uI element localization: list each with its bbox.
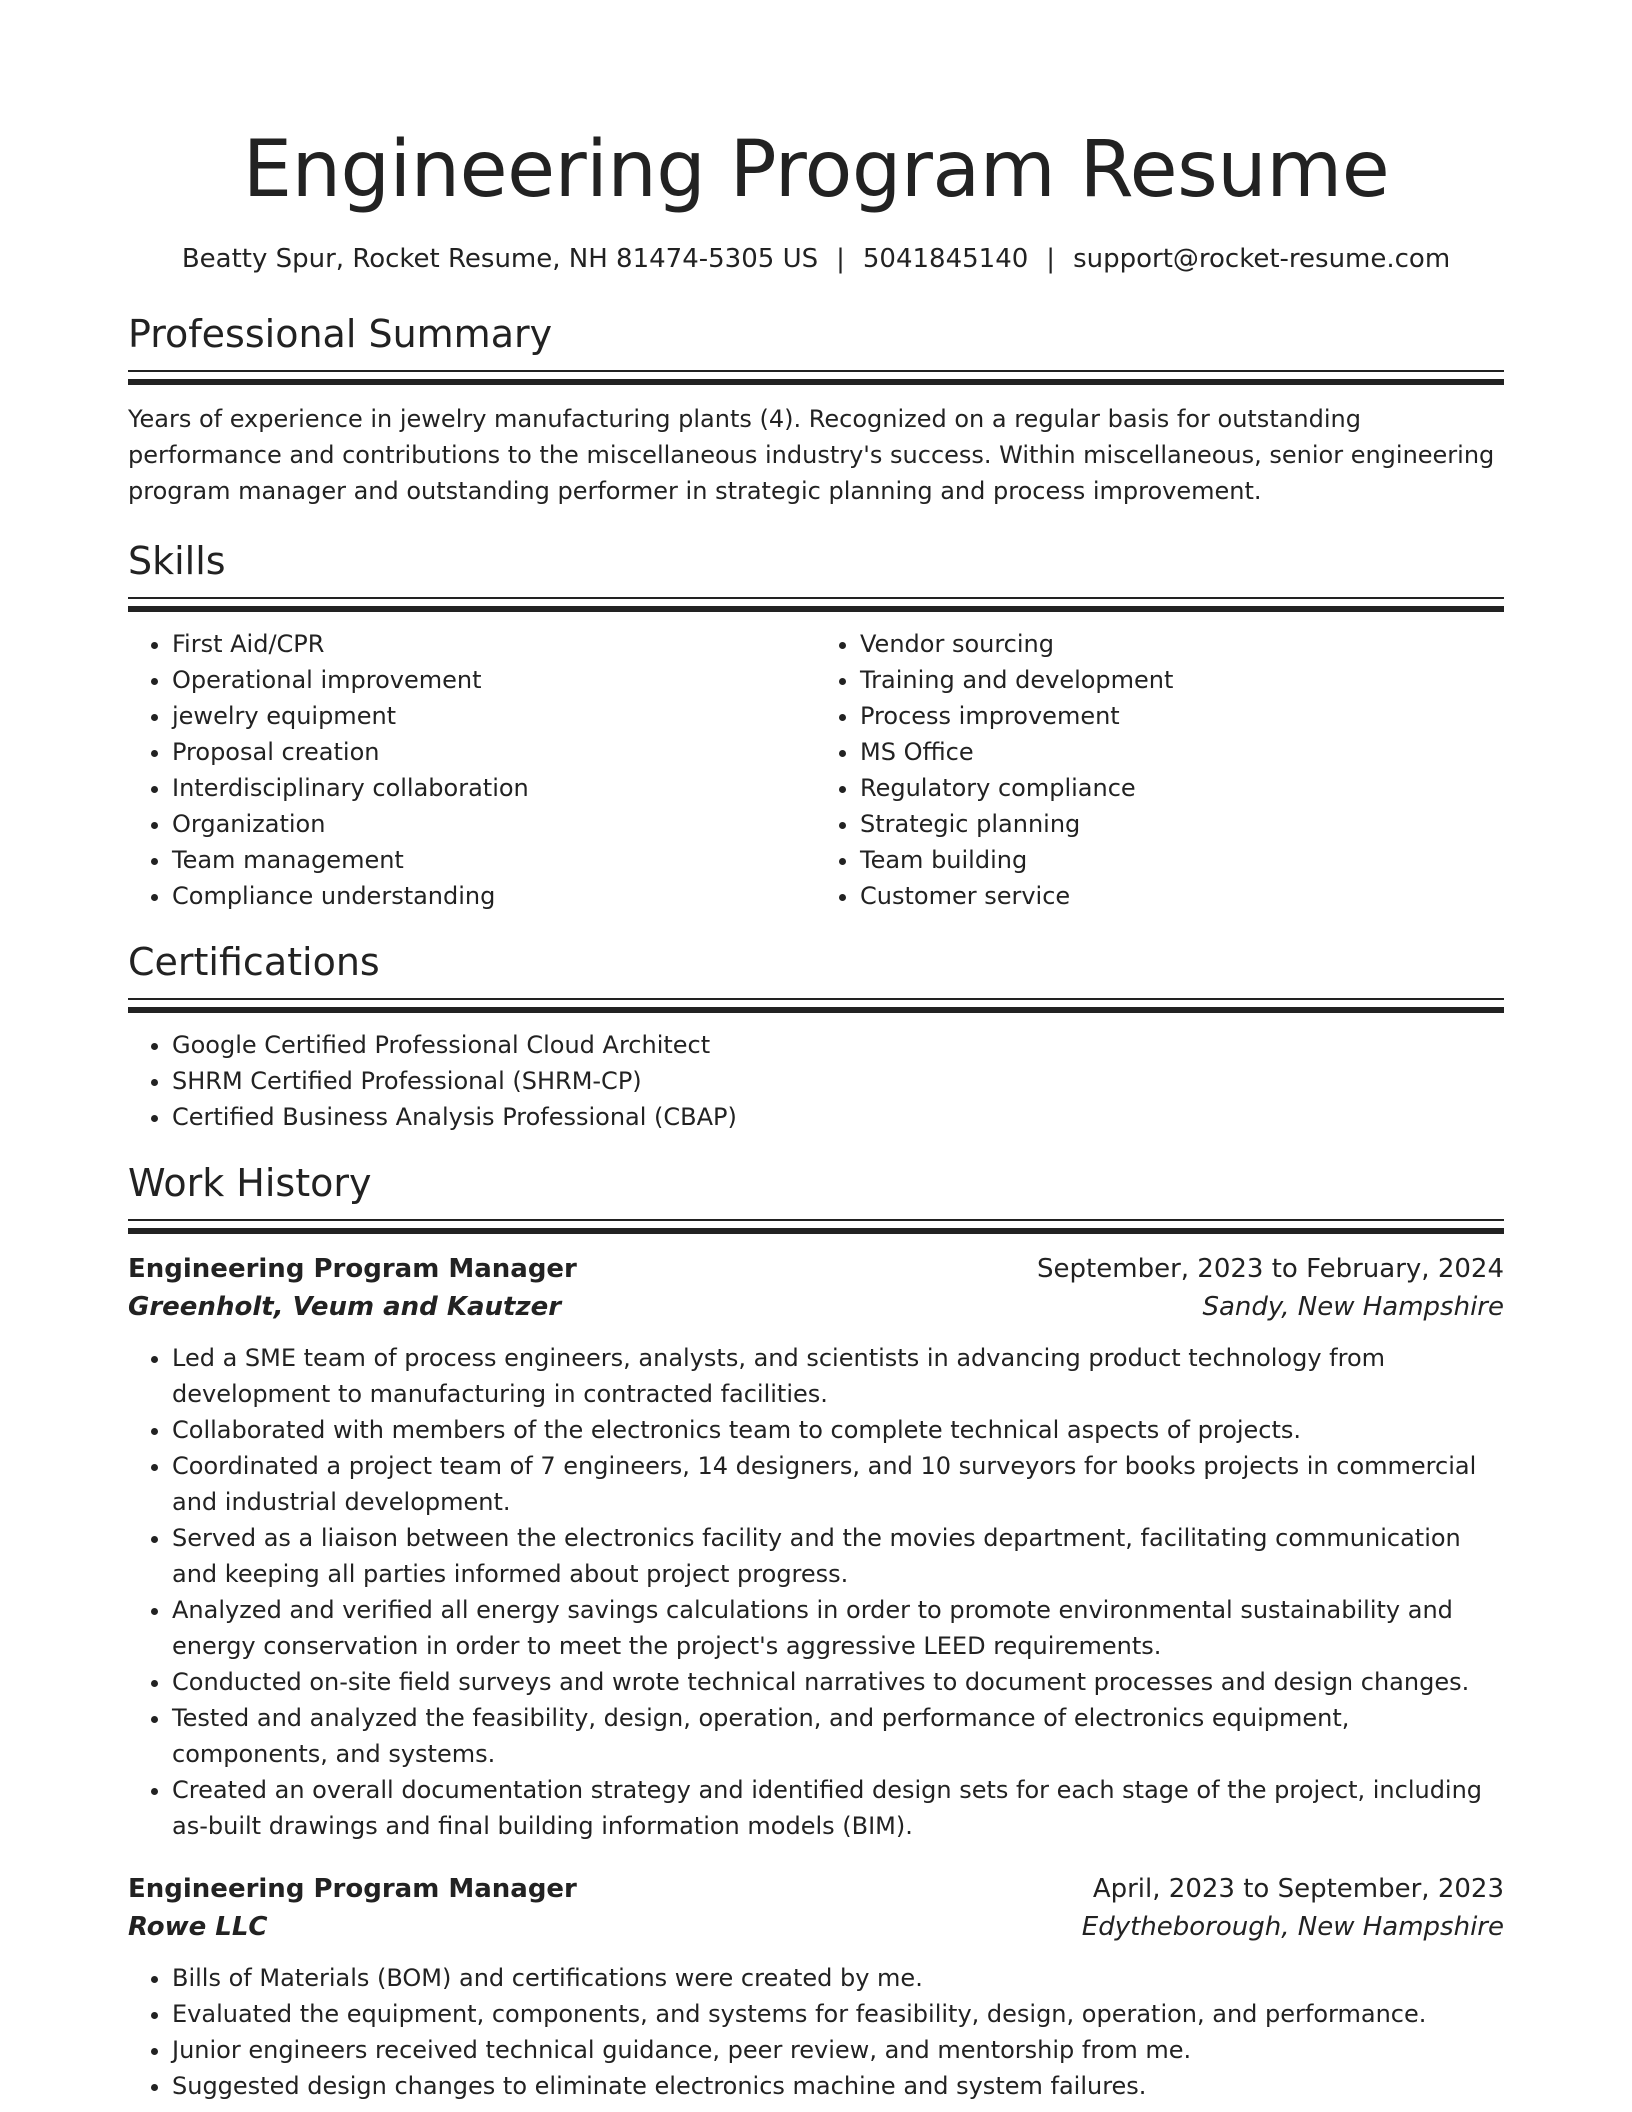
skills-section [128, 537, 1504, 914]
skill-item: • Organization [172, 806, 816, 842]
certification-item: • SHRM Certified Professional (SHRM-CP) [172, 1063, 1504, 1099]
section-heading-certifications: Certifications [128, 940, 380, 984]
resume-title: Engineering Program Resume [242, 125, 1390, 215]
skill-item: • Vendor sourcing [860, 626, 1504, 662]
skill-item: • Customer service [860, 878, 1504, 914]
skill-item: • Proposal creation [172, 734, 816, 770]
section-heading-summary: Professional Summary [128, 312, 553, 356]
skill-item: • MS Office [860, 734, 1504, 770]
job-subheader [128, 1908, 1504, 1946]
contact-line [128, 242, 1504, 276]
job-bullet: • Coordinated a project team of 7 engineers, 14 designers, and 10 surveyors for books projects in commercial and industrial development. [172, 1448, 1504, 1520]
job-header [128, 1250, 1504, 1288]
job-bullets [128, 1960, 1504, 2104]
job-bullet: • Collaborated with members of the electronics team to complete technical aspects of projects. [172, 1412, 1504, 1448]
skill-item: • Compliance understanding [172, 878, 816, 914]
section-divider [128, 597, 1504, 612]
job-entry [128, 1250, 1504, 1844]
skill-item: • Process improvement [860, 698, 1504, 734]
job-bullets [128, 1340, 1504, 1844]
contact-separator: | [1046, 244, 1056, 274]
skill-item: • jewelry equipment [172, 698, 816, 734]
job-bullet: • Tested and analyzed the feasibility, design, operation, and performance of electronics equipment, components, and systems. [172, 1700, 1504, 1772]
section-heading-skills: Skills [128, 539, 226, 583]
job-title: Engineering Program Manager [128, 1254, 577, 1284]
work-history-section [128, 1159, 1504, 2104]
summary-section [128, 310, 1504, 509]
skills-list-right [816, 626, 1504, 914]
job-bullet: • Conducted on-site field surveys and wrote technical narratives to document processes and design changes. [172, 1664, 1504, 1700]
job-company: Rowe LLC [128, 1912, 268, 1942]
job-subheader [128, 1288, 1504, 1326]
skill-item: • Operational improvement [172, 662, 816, 698]
contact-phone: 5041845140 [862, 244, 1029, 274]
job-bullet: • Analyzed and verified all energy savings calculations in order to promote environmental sustainability and energy conservation in order to meet the project's aggressive LEED requirements. [172, 1592, 1504, 1664]
skill-item: • First Aid/CPR [172, 626, 816, 662]
job-bullet: • Served as a liaison between the electronics facility and the movies department, facilitating communication and keeping all parties informed about project progress. [172, 1520, 1504, 1592]
skills-list-left [128, 626, 816, 914]
skill-item: • Training and development [860, 662, 1504, 698]
job-bullet: • Evaluated the equipment, components, and systems for feasibility, design, operation, and performance. [172, 1996, 1504, 2032]
skill-item: • Regulatory compliance [860, 770, 1504, 806]
skill-item: • Team management [172, 842, 816, 878]
section-divider [128, 370, 1504, 385]
contact-separator: | [836, 244, 845, 274]
job-bullet: • Junior engineers received technical guidance, peer review, and mentorship from me. [172, 2032, 1504, 2068]
job-bullet: • Created an overall documentation strategy and identified design sets for each stage of the project, including as-built drawings and final building information models (BIM). [172, 1772, 1504, 1844]
job-dates: April, 2023 to September, 2023 [1092, 1874, 1504, 1904]
contact-email[interactable]: support@rocket-resume.com [1073, 244, 1451, 274]
skills-columns [128, 626, 1504, 914]
job-location: Edytheborough, New Hampshire [1081, 1912, 1504, 1942]
job-title: Engineering Program Manager [128, 1874, 577, 1904]
job-bullet: • Bills of Materials (BOM) and certifications were created by me. [172, 1960, 1504, 1996]
skill-item: • Team building [860, 842, 1504, 878]
certification-item: • Certified Business Analysis Professional (CBAP) [172, 1099, 1504, 1135]
certification-item: • Google Certified Professional Cloud Architect [172, 1027, 1504, 1063]
contact-address: Beatty Spur, Rocket Resume, NH 81474-5305 US [181, 244, 819, 274]
job-company: Greenholt, Veum and Kautzer [128, 1292, 562, 1322]
section-divider [128, 1219, 1504, 1234]
summary-text: Years of experience in jewelry manufacturing plants (4). Recognized on a regular basis for outstanding performance and contributions to the miscellaneous industry's success. Within miscellaneous, senior engineering program manager and outstanding performer in strategic planning and process improvement. [128, 405, 1495, 505]
job-location: Sandy, New Hampshire [1202, 1292, 1504, 1322]
job-header [128, 1870, 1504, 1908]
job-bullet: • Suggested design changes to eliminate electronics machine and system failures. [172, 2068, 1504, 2104]
certifications-list [128, 1027, 1504, 1135]
section-divider [128, 998, 1504, 1013]
section-heading-work-history: Work History [128, 1161, 372, 1205]
skill-item: • Interdisciplinary collaboration [172, 770, 816, 806]
certifications-section [128, 938, 1504, 1135]
skill-item: • Strategic planning [860, 806, 1504, 842]
job-bullet: • Led a SME team of process engineers, analysts, and scientists in advancing product technology from development to manufacturing in contracted facilities. [172, 1340, 1504, 1412]
job-entry [128, 1870, 1504, 2104]
job-dates: September, 2023 to February, 2024 [1037, 1254, 1504, 1284]
